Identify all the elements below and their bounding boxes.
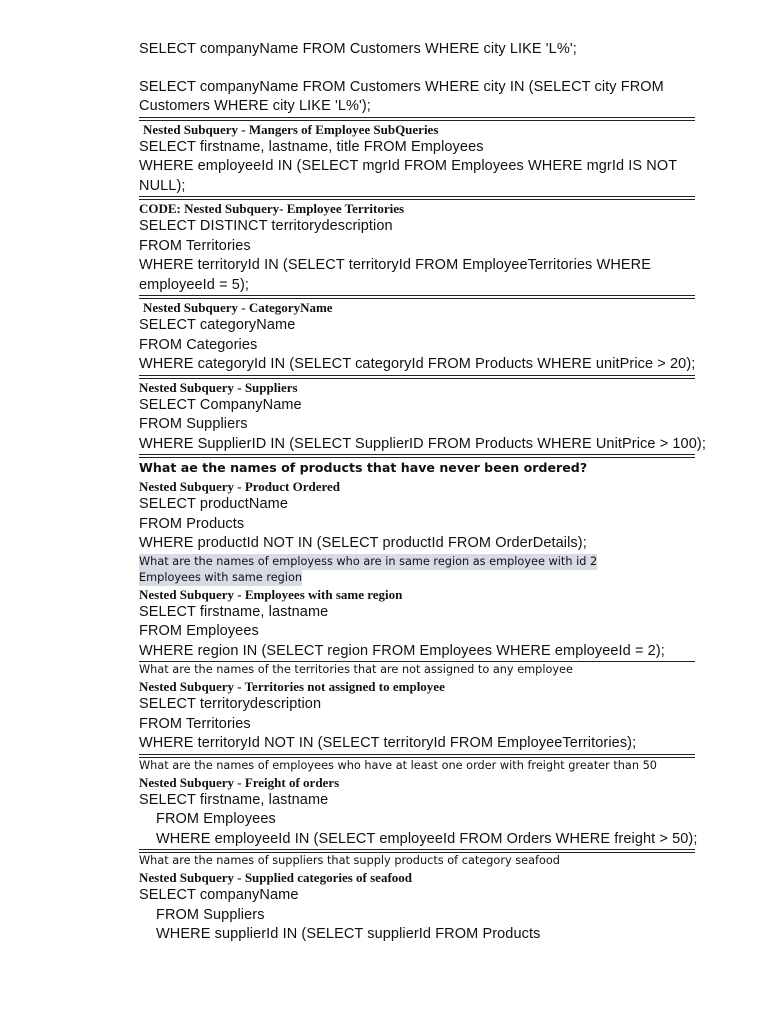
sql-line: SELECT DISTINCT territorydescription: [139, 218, 393, 234]
sql-line: SELECT firstname, lastname: [139, 603, 329, 620]
highlighted-question: What are the names of employess who are in same region as employee with id 2: [139, 554, 598, 568]
question-text: [139, 554, 695, 570]
sql-line: SELECT CompanyName: [139, 396, 302, 413]
sql-line: WHERE territoryId NOT IN (SELECT territoryId FROM EmployeeTerritories);: [139, 735, 637, 751]
sql-line: FROM Categories: [139, 336, 258, 353]
sql-line: SELECT companyName FROM Customers WHERE city LIKE 'L%';: [139, 41, 577, 57]
sql-line: FROM Employees: [156, 811, 276, 827]
section-heading: Nested Subquery - Mangers of Employee SubQueries: [143, 121, 439, 137]
section-heading: Nested Subquery - Suppliers: [139, 379, 298, 395]
sql-line: WHERE productId NOT IN (SELECT productId FROM OrderDetails);: [139, 535, 587, 551]
sql-line: WHERE employeeId IN (SELECT employeeId FROM Orders WHERE freight > 50);: [156, 830, 698, 847]
question-text: What ae the names of products that have never been ordered?: [139, 460, 588, 475]
sql-line: SELECT firstname, lastname: [139, 791, 329, 808]
sql-line: WHERE supplierId IN (SELECT supplierId FROM Products: [156, 926, 541, 942]
section-heading: CODE: Nested Subquery- Employee Territories: [139, 201, 405, 216]
section-heading: Nested Subquery - Employees with same region: [139, 586, 403, 602]
sql-line: SELECT productName: [139, 496, 289, 512]
sql-line: FROM Suppliers: [139, 416, 248, 432]
section-heading: Nested Subquery - Freight of orders: [139, 774, 340, 790]
sql-line: FROM Products: [139, 515, 245, 532]
section-heading: Nested Subquery - CategoryName: [143, 300, 333, 315]
sql-line: SELECT companyName: [139, 887, 299, 903]
sql-line: WHERE employeeId IN (SELECT mgrId FROM Employees WHERE mgrId IS NOT NULL);: [139, 158, 677, 194]
highlighted-question: Employees with same region: [139, 570, 303, 584]
sql-line: WHERE categoryId IN (SELECT categoryId FROM Products WHERE unitPrice > 20);: [139, 356, 696, 372]
section-heading: Nested Subquery - Product Ordered: [139, 479, 341, 494]
question-text: What are the names of employees who have at least one order with freight greater than 50: [139, 758, 657, 772]
sql-line: WHERE territoryId IN (SELECT territoryId FROM EmployeeTerritories WHERE employeeId = 5);: [139, 257, 652, 293]
question-text: [139, 570, 695, 586]
sql-line: WHERE SupplierID IN (SELECT SupplierID FROM Products WHERE UnitPrice > 100);: [139, 435, 706, 452]
sql-line: SELECT territorydescription: [139, 696, 322, 712]
sql-line: SELECT companyName FROM Customers WHERE city IN (SELECT city FROM Customers WHERE city LIKE 'L%');: [139, 78, 664, 114]
section-heading: Nested Subquery - Territories not assigned to employee: [139, 679, 445, 694]
question-text: What are the names of the territories that are not assigned to any employee: [139, 663, 573, 676]
sql-line: FROM Territories: [139, 237, 251, 254]
question-text: What are the names of suppliers that supply products of category seafood: [139, 854, 560, 867]
sql-line: SELECT categoryName: [139, 317, 296, 333]
sql-line: FROM Territories: [139, 715, 251, 732]
document-page: [139, 40, 706, 945]
sql-line: SELECT firstname, lastname, title FROM Employees: [139, 138, 484, 155]
blank-line: [139, 60, 695, 78]
sql-line: WHERE region IN (SELECT region FROM Employees WHERE employeeId = 2);: [139, 642, 665, 659]
sql-line: FROM Suppliers: [156, 906, 265, 923]
sql-line: FROM Employees: [139, 623, 259, 639]
section-heading: Nested Subquery - Supplied categories of seafood: [139, 870, 413, 885]
